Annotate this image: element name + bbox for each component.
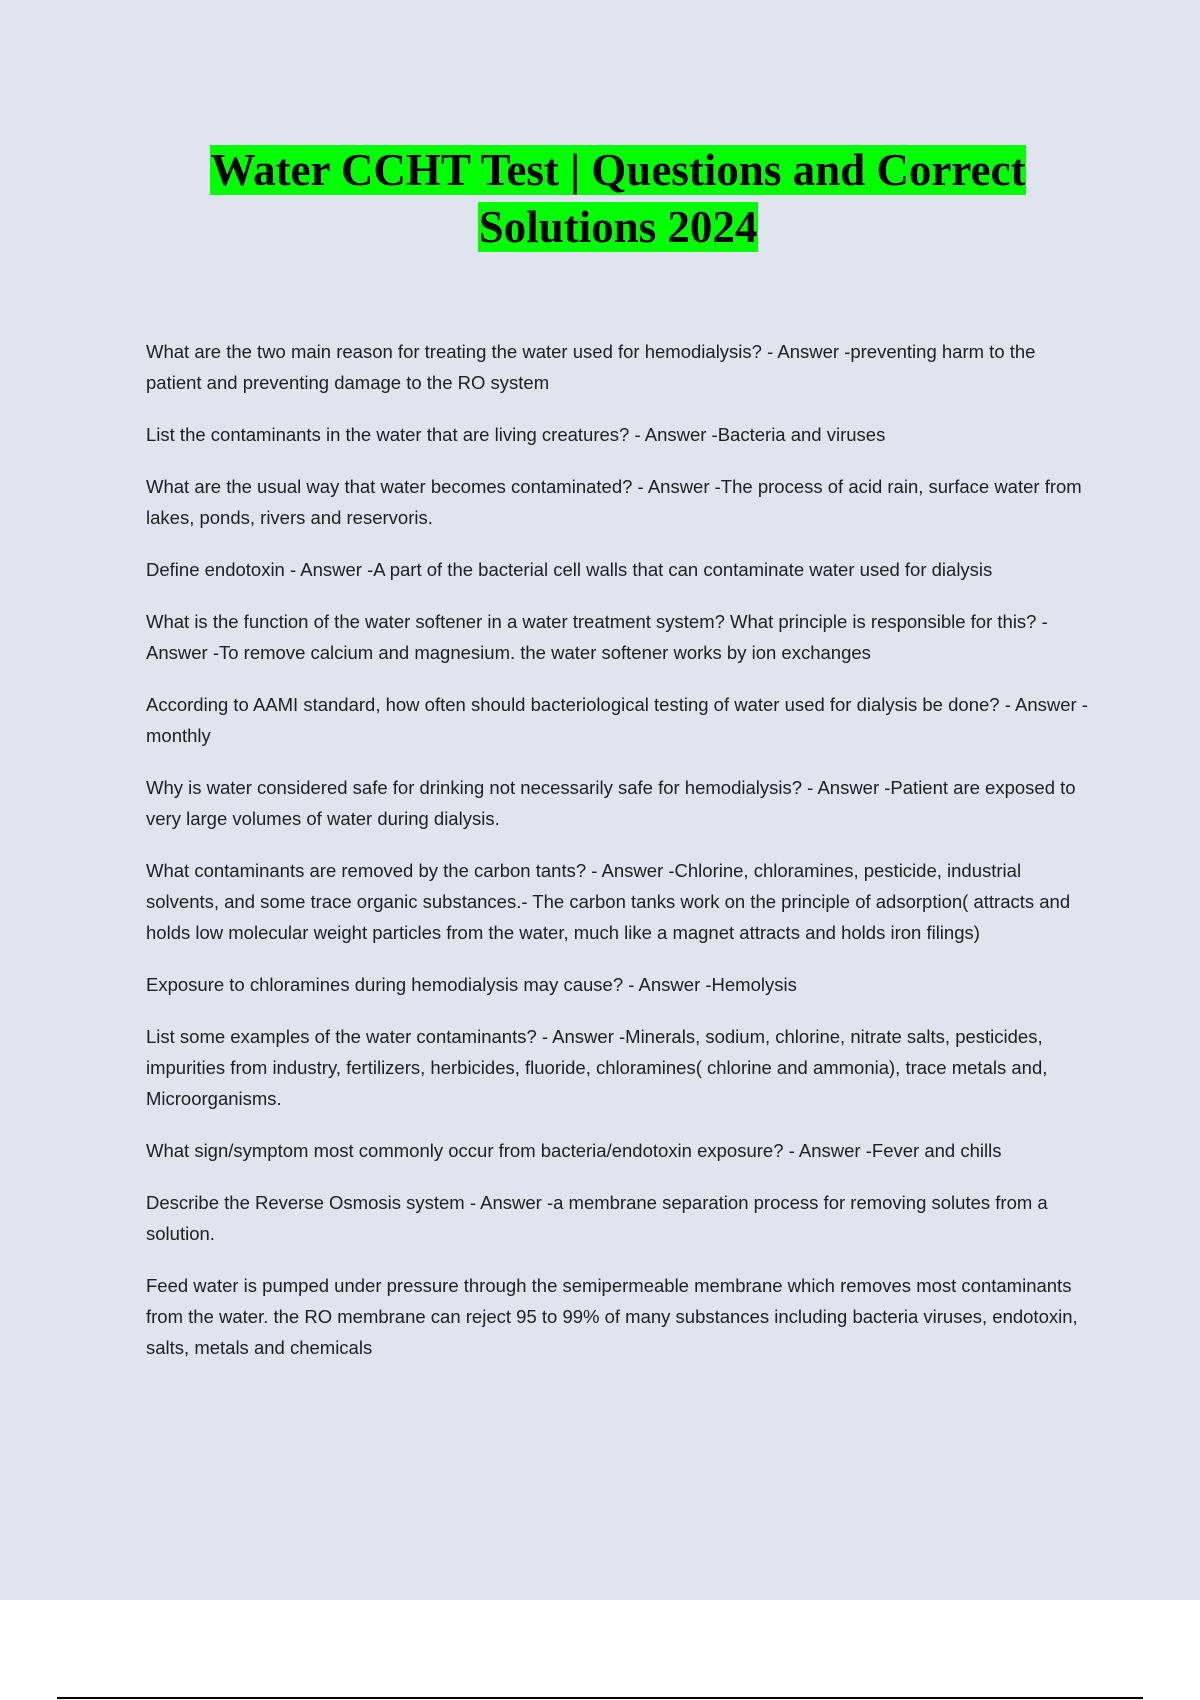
qa-item: What are the usual way that water becomes contaminated? - Answer -The process of acid rain, surface water from lakes, ponds, rivers and reservoris. [146, 476, 1082, 528]
page-title-highlight: Water CCHT Test | Questions and Correct Solutions 2024 [210, 145, 1026, 252]
qa-item: What contaminants are removed by the carbon tants? - Answer -Chlorine, chloramines, pesticide, industrial solvents, and some trace organic substances.- The carbon tanks work on the principle of adsorption( attracts and holds low molecular weight particles from the water, much like a magnet attracts and holds iron filings) [146, 860, 1071, 943]
qa-item: What is the function of the water softener in a water treatment system? What principle is responsible for this? - Answer -To remove calcium and magnesium. the water softener works by ion exchanges [146, 611, 1048, 663]
footer-divider [57, 1697, 1143, 1699]
page-title [120, 142, 1116, 256]
qa-list [146, 336, 1096, 1384]
qa-item: List the contaminants in the water that are living creatures? - Answer -Bacteria and viruses [146, 424, 886, 445]
qa-item: What are the two main reason for treating the water used for hemodialysis? - Answer -preventing harm to the patient and preventing damage to the RO system [146, 341, 1036, 393]
qa-item: Describe the Reverse Osmosis system - Answer -a membrane separation process for removing solutes from a solution. [146, 1192, 1048, 1244]
qa-item: According to AAMI standard, how often should bacteriological testing of water used for dialysis be done? - Answer -monthly [146, 694, 1088, 746]
qa-item: Define endotoxin - Answer -A part of the bacterial cell walls that can contaminate water used for dialysis [146, 559, 993, 580]
qa-item: Exposure to chloramines during hemodialysis may cause? - Answer -Hemolysis [146, 974, 797, 995]
qa-item: Feed water is pumped under pressure through the semipermeable membrane which removes most contaminants from the water. the RO membrane can reject 95 to 99% of many substances including bacteria viruses, endotoxin, salts, metals and chemicals [146, 1275, 1078, 1358]
qa-item: Why is water considered safe for drinking not necessarily safe for hemodialysis? - Answer -Patient are exposed to very large volumes of water during dialysis. [146, 777, 1076, 829]
title-block [120, 142, 1116, 256]
qa-item: List some examples of the water contaminants? - Answer -Minerals, sodium, chlorine, nitrate salts, pesticides, impurities from industry, fertilizers, herbicides, fluoride, chloramines( chlorine and ammonia), trace metals and, Microorganisms. [146, 1026, 1048, 1109]
qa-item: What sign/symptom most commonly occur from bacteria/endotoxin exposure? - Answer -Fever and chills [146, 1140, 1002, 1161]
